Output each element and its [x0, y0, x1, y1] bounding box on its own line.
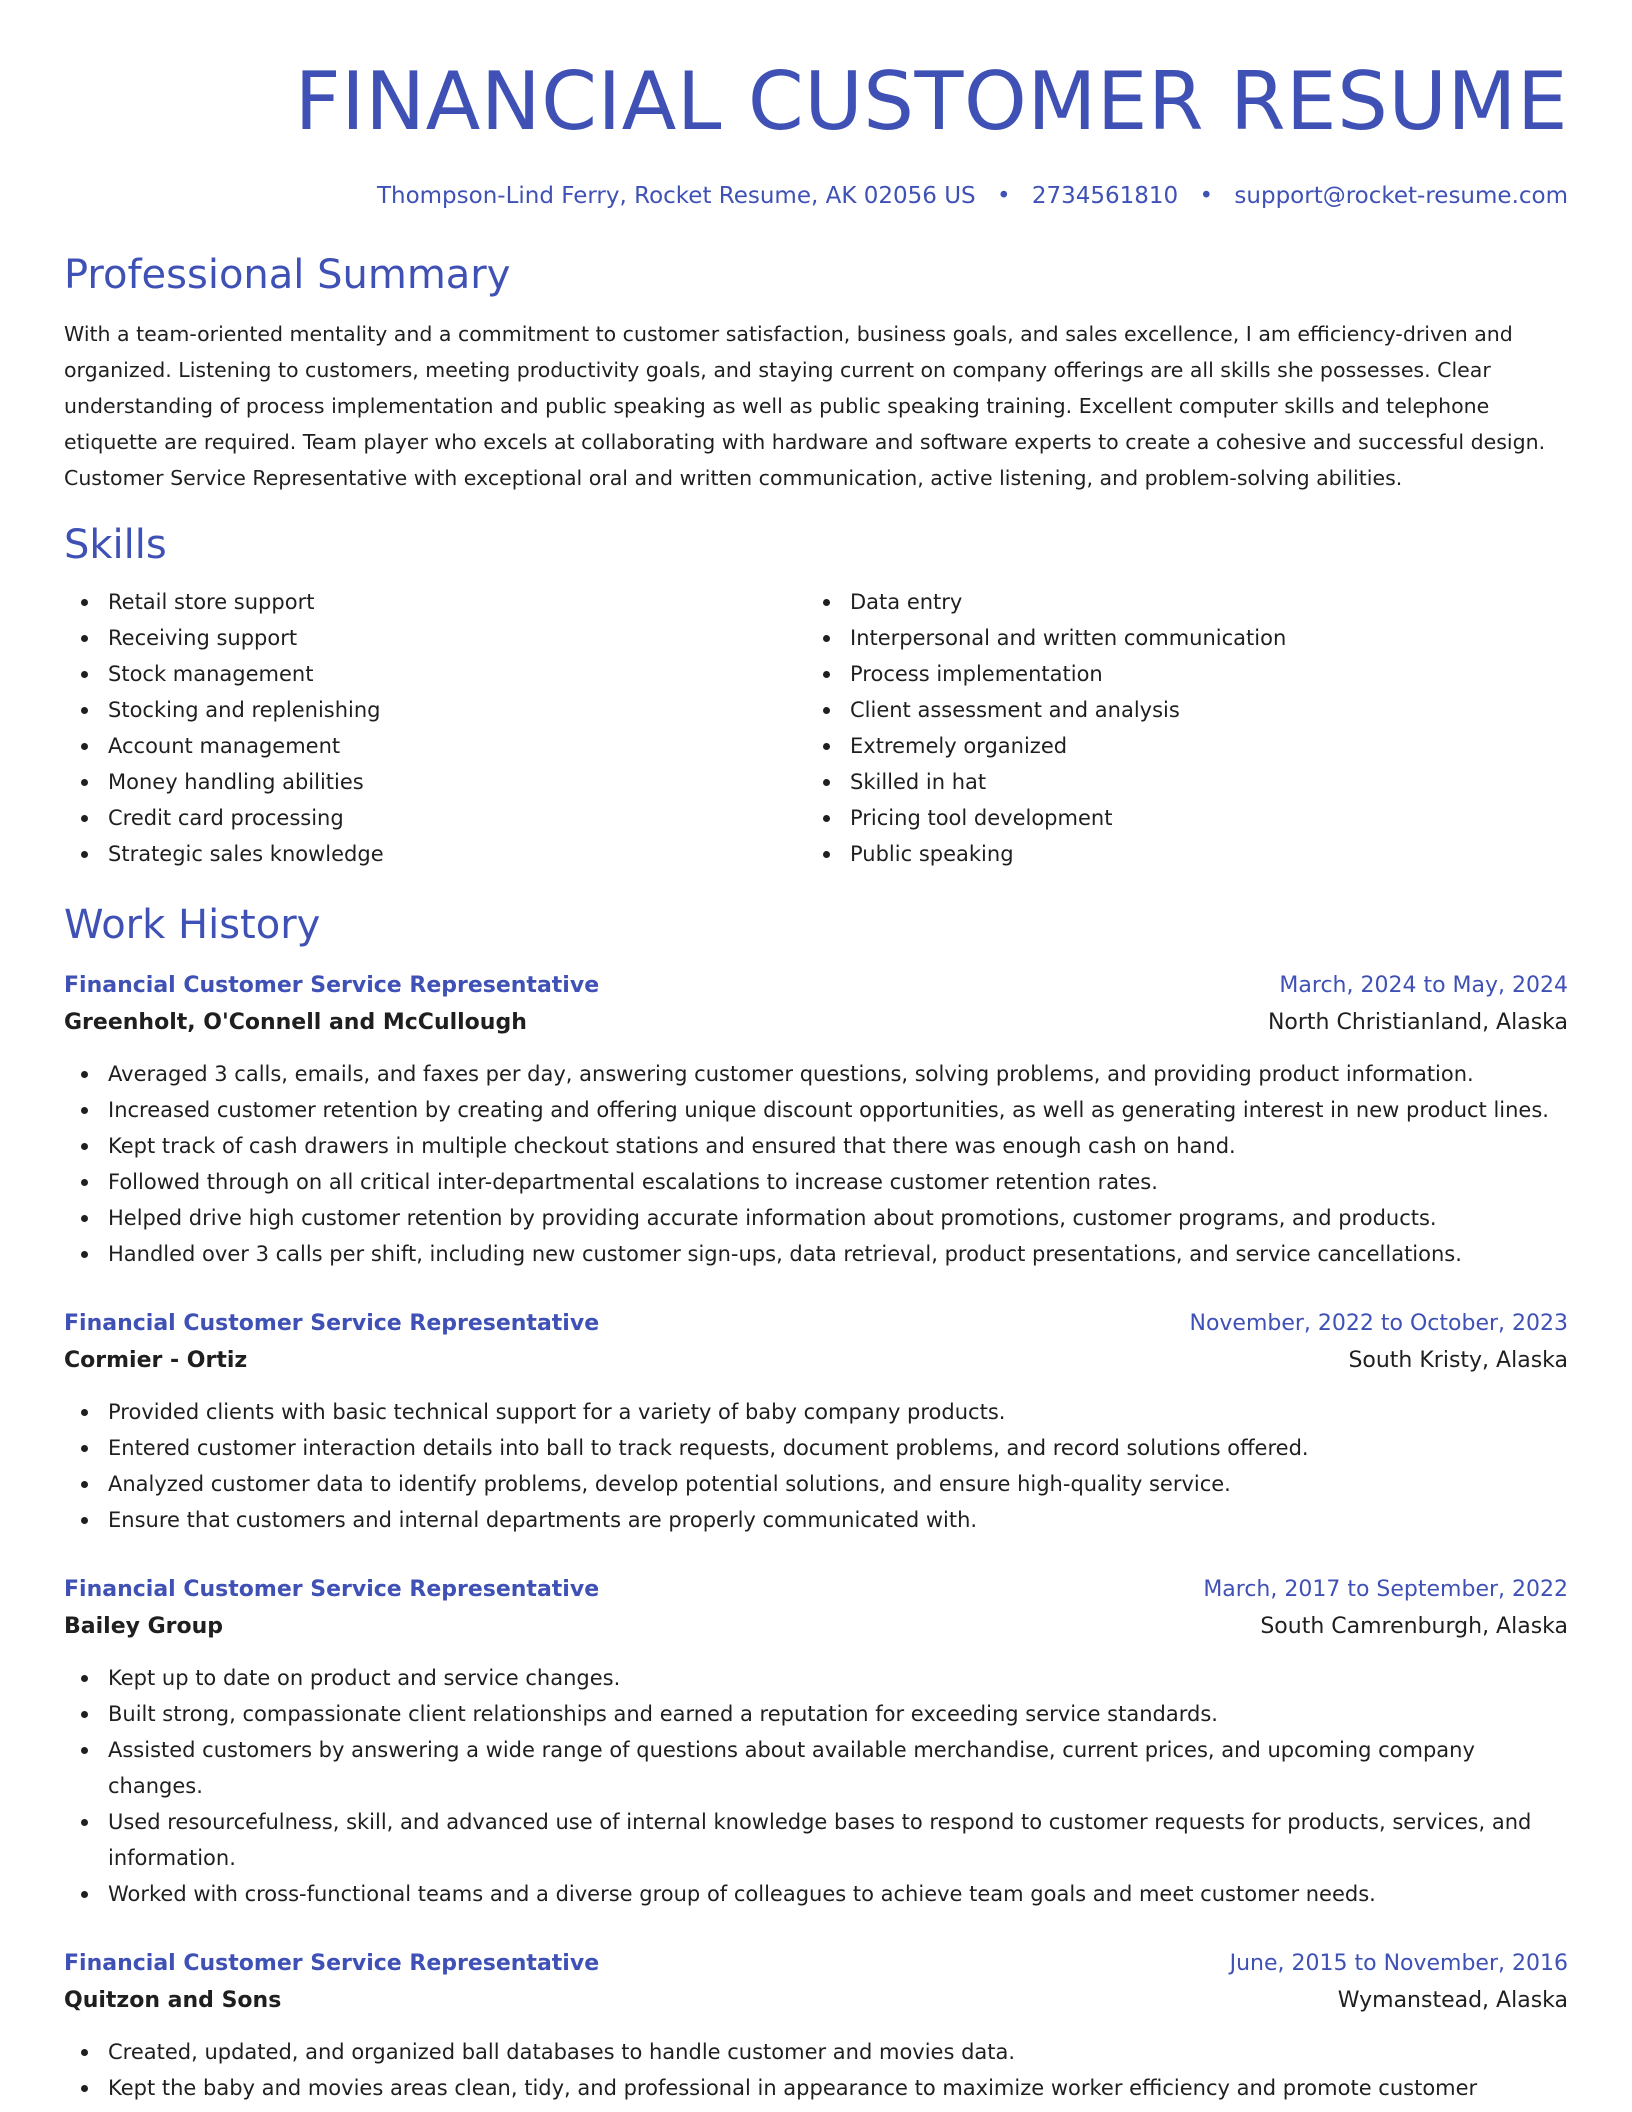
job-dates: June, 2015 to November, 2016	[1229, 1951, 1568, 1976]
job-title: Financial Customer Service Representative	[64, 1577, 600, 1602]
job-duties	[64, 1394, 1568, 1538]
job-company-row	[64, 1982, 1568, 2020]
duty-item: Averaged 3 calls, emails, and faxes per day, answering customer questions, solving problems, and providing product information.	[64, 1056, 1568, 1092]
skill-item: Credit card processing	[64, 800, 806, 836]
job-company: Greenholt, O'Connell and McCullough	[64, 1010, 527, 1035]
work-history-heading: Work History	[64, 902, 321, 948]
skills-heading: Skills	[64, 522, 167, 568]
skill-item: Money handling abilities	[64, 764, 806, 800]
work-history-list	[64, 968, 1568, 2106]
skill-item: Stocking and replenishing	[64, 692, 806, 728]
duty-item: Ensure that customers and internal departments are properly communicated with.	[64, 1502, 1568, 1538]
duty-item: Worked with cross-functional teams and a diverse group of colleagues to achieve team goals and meet customer needs.	[64, 1876, 1568, 1912]
job-dates: November, 2022 to October, 2023	[1189, 1311, 1568, 1336]
duty-item: Built strong, compassionate client relationships and earned a reputation for exceeding service standards.	[64, 1696, 1568, 1732]
job-location: Wymanstead, Alaska	[1337, 1988, 1568, 2013]
job-entry	[64, 968, 1568, 1272]
job-company: Cormier - Ortiz	[64, 1348, 248, 1373]
resume-page	[64, 0, 1568, 2106]
skill-item: Client assessment and analysis	[806, 692, 1548, 728]
job-entry	[64, 1306, 1568, 1538]
job-title: Financial Customer Service Representative	[64, 973, 600, 998]
summary-heading: Professional Summary	[64, 252, 511, 298]
job-location: South Camrenburgh, Alaska	[1260, 1614, 1568, 1639]
skill-item: Data entry	[806, 584, 1548, 620]
job-location: North Christianland, Alaska	[1267, 1010, 1568, 1035]
skill-item: Extremely organized	[806, 728, 1548, 764]
job-entry	[64, 1946, 1568, 2106]
job-duties	[64, 1056, 1568, 1272]
skill-item: Pricing tool development	[806, 800, 1548, 836]
job-header-row	[64, 968, 1568, 1004]
duty-item: Helped drive high customer retention by providing accurate information about promotions, customer programs, and products.	[64, 1200, 1568, 1236]
duty-item: Created, updated, and organized ball databases to handle customer and movies data.	[64, 2034, 1568, 2070]
job-entry	[64, 1572, 1568, 1912]
skill-item: Interpersonal and written communication	[806, 620, 1548, 656]
duty-item: Followed through on all critical inter-departmental escalations to increase customer retention rates.	[64, 1164, 1568, 1200]
skill-item: Stock management	[64, 656, 806, 692]
skill-item: Strategic sales knowledge	[64, 836, 806, 872]
duty-item: Kept the baby and movies areas clean, tidy, and professional in appearance to maximize worker efficiency and promote customer	[64, 2070, 1568, 2106]
job-duties	[64, 2034, 1568, 2106]
summary-text: With a team-oriented mentality and a commitment to customer satisfaction, business goals, and sales excellence, I am efficiency-driven and organized. Listening to customers, meeting productivity goals, and staying current on company offerings are all skills she possesses. Clear understanding of process implementation and public speaking as well as public speaking training. Excellent computer skills and telephone etiquette are required. Team player who excels at collaborating with hardware and software experts to create a cohesive and successful design. Customer Service Representative with exceptional oral and written communication, active listening, and problem-solving abilities.	[64, 322, 1546, 490]
job-header-row	[64, 1306, 1568, 1342]
duty-item: Kept track of cash drawers in multiple checkout stations and ensured that there was enough cash on hand.	[64, 1128, 1568, 1164]
duty-item: Used resourcefulness, skill, and advanced use of internal knowledge bases to respond to customer requests for products, services, and information.	[64, 1804, 1568, 1876]
job-header-row	[64, 1572, 1568, 1608]
duty-item: Kept up to date on product and service changes.	[64, 1660, 1568, 1696]
contact-phone: 2734561810	[1031, 183, 1179, 209]
duty-item: Handled over 3 calls per shift, including new customer sign-ups, data retrieval, product presentations, and service cancellations.	[64, 1236, 1568, 1272]
contact-separator: •	[996, 183, 1011, 209]
contact-line	[64, 180, 1568, 212]
job-company: Bailey Group	[64, 1614, 224, 1639]
job-company-row	[64, 1004, 1568, 1042]
job-dates: March, 2017 to September, 2022	[1203, 1577, 1568, 1602]
job-company-row	[64, 1342, 1568, 1380]
duty-item: Provided clients with basic technical support for a variety of baby company products.	[64, 1394, 1568, 1430]
job-header-row	[64, 1946, 1568, 1982]
duty-item: Increased customer retention by creating and offering unique discount opportunities, as well as generating interest in new product lines.	[64, 1092, 1568, 1128]
duty-item: Analyzed customer data to identify problems, develop potential solutions, and ensure high-quality service.	[64, 1466, 1568, 1502]
duty-item: Entered customer interaction details into ball to track requests, document problems, and record solutions offered.	[64, 1430, 1568, 1466]
skill-item: Receiving support	[64, 620, 806, 656]
resume-title: FINANCIAL CUSTOMER RESUME	[294, 55, 1568, 148]
skill-item: Retail store support	[64, 584, 806, 620]
contact-address: Thompson-Lind Ferry, Rocket Resume, AK 02056 US	[376, 183, 976, 209]
job-company-row	[64, 1608, 1568, 1646]
job-company: Quitzon and Sons	[64, 1988, 282, 2013]
contact-separator: •	[1199, 183, 1214, 209]
job-title: Financial Customer Service Representative	[64, 1311, 600, 1336]
job-title: Financial Customer Service Representative	[64, 1951, 600, 1976]
job-duties	[64, 1660, 1568, 1912]
contact-email: support@rocket-resume.com	[1234, 183, 1568, 209]
skills-grid	[64, 584, 1568, 872]
skill-item: Skilled in hat	[806, 764, 1548, 800]
duty-item: Assisted customers by answering a wide range of questions about available merchandise, current prices, and upcoming company changes.	[64, 1732, 1568, 1804]
job-location: South Kristy, Alaska	[1348, 1348, 1568, 1373]
skill-item: Public speaking	[806, 836, 1548, 872]
skills-column-right	[806, 584, 1548, 872]
job-dates: March, 2024 to May, 2024	[1279, 973, 1568, 998]
skill-item: Account management	[64, 728, 806, 764]
skills-column-left	[64, 584, 806, 872]
skill-item: Process implementation	[806, 656, 1548, 692]
